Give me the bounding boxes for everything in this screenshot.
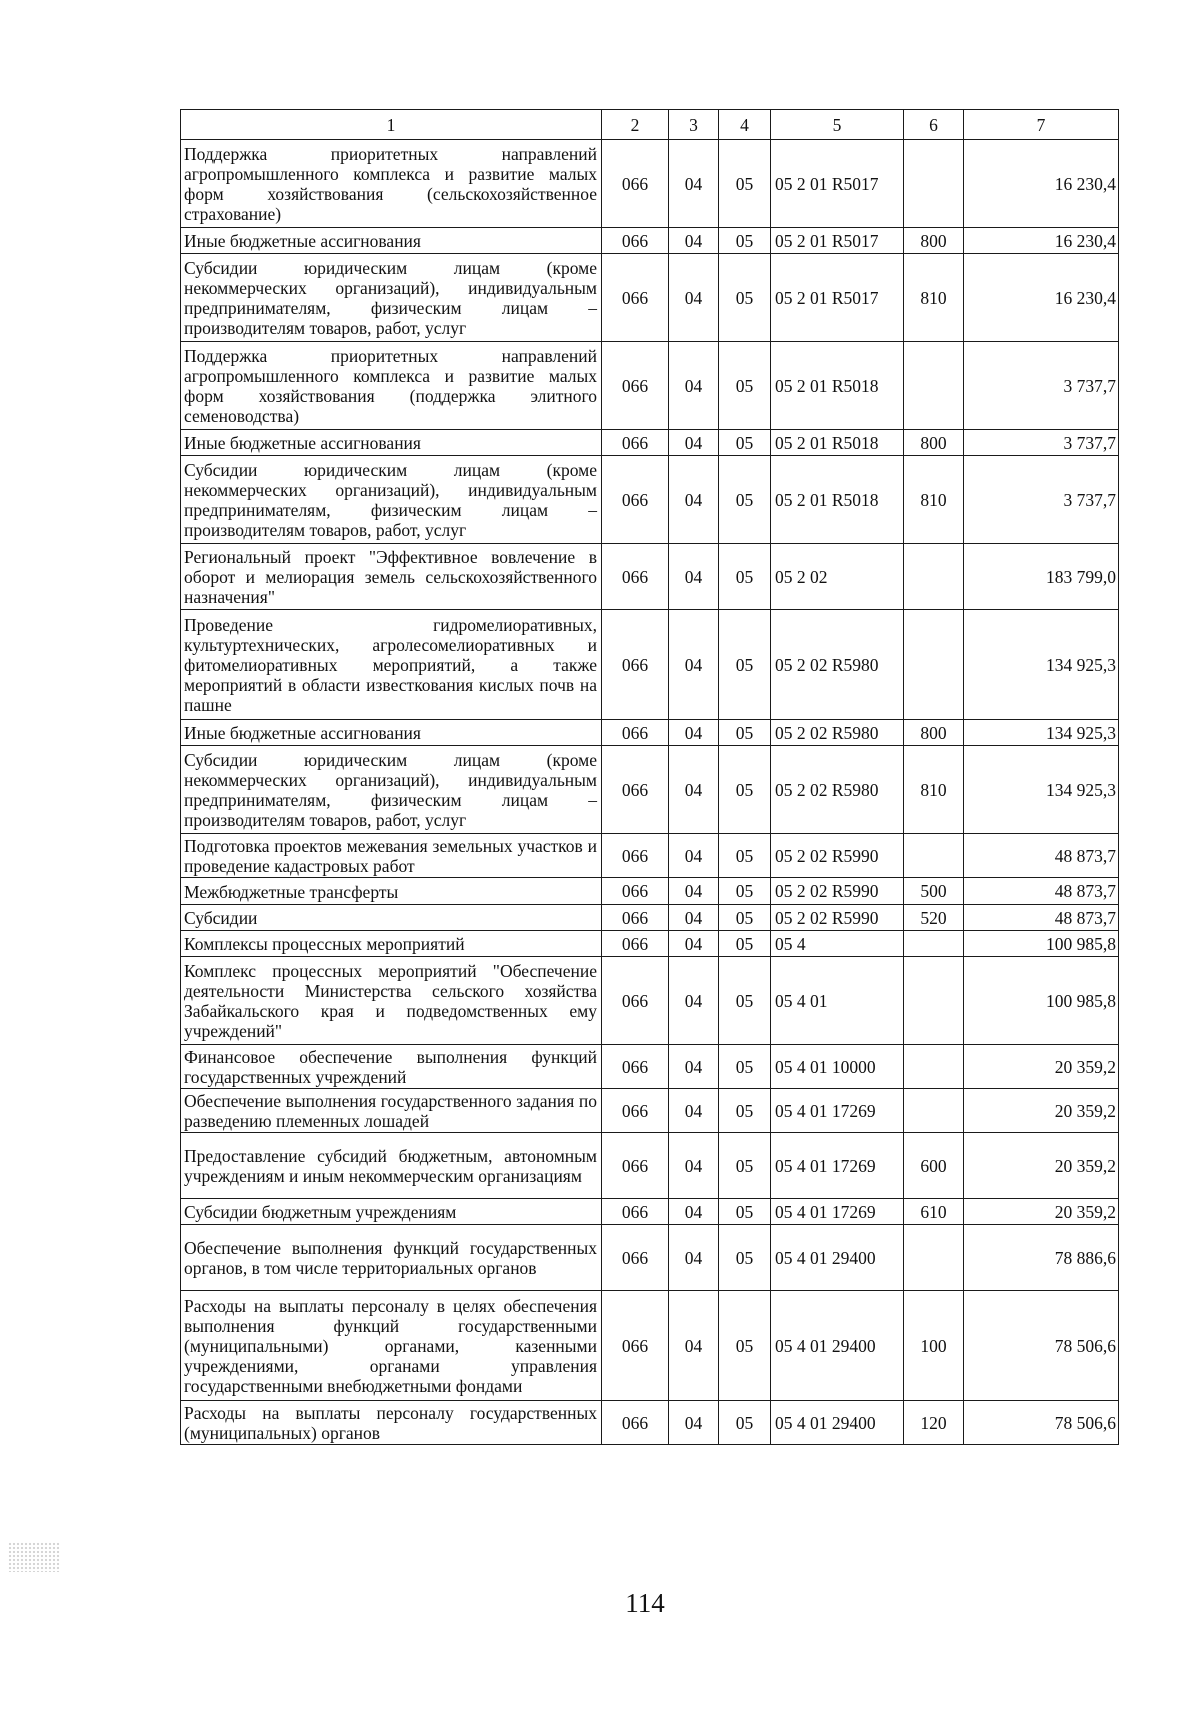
row-admin-code: 066 [602,140,669,228]
header-cell: 1 [181,110,602,140]
row-amount: 48 873,7 [964,905,1119,931]
row-name: Комплексы процессных мероприятий [181,931,602,957]
row-target-code: 05 4 01 [771,957,904,1045]
row-name: Обеспечение выполнения функций государственных органов, в том числе территориальных органов [181,1225,602,1291]
table-row [181,1401,1119,1445]
row-amount: 78 506,6 [964,1291,1119,1401]
row-admin-code: 066 [602,720,669,746]
row-target-code: 05 2 01 R5017 [771,140,904,228]
row-expense-type [904,1089,964,1133]
row-section: 04 [669,228,719,254]
table-row [181,720,1119,746]
row-target-code: 05 2 01 R5018 [771,430,904,456]
table-row [181,1133,1119,1199]
row-subsection: 05 [719,720,771,746]
row-admin-code: 066 [602,228,669,254]
row-section: 04 [669,544,719,610]
row-expense-type: 800 [904,720,964,746]
row-section: 04 [669,140,719,228]
row-section: 04 [669,610,719,720]
row-subsection: 05 [719,430,771,456]
row-amount: 3 737,7 [964,430,1119,456]
row-target-code: 05 4 01 29400 [771,1401,904,1445]
row-target-code: 05 2 01 R5018 [771,342,904,430]
row-expense-type: 800 [904,430,964,456]
row-name: Поддержка приоритетных направлений агропромышленного комплекса и развитие малых форм хозяйствования (поддержка элитного семеноводства) [181,342,602,430]
row-subsection: 05 [719,1133,771,1199]
row-admin-code: 066 [602,1225,669,1291]
row-section: 04 [669,931,719,957]
row-subsection: 05 [719,544,771,610]
row-target-code: 05 4 01 29400 [771,1225,904,1291]
row-subsection: 05 [719,1401,771,1445]
row-target-code: 05 4 01 29400 [771,1291,904,1401]
row-amount: 20 359,2 [964,1045,1119,1089]
row-admin-code: 066 [602,254,669,342]
row-admin-code: 066 [602,1045,669,1089]
row-name: Субсидии юридическим лицам (кроме некоммерческих организаций), индивидуальным предпринимателям, физическим лицам – производителям товаров, работ, услуг [181,456,602,544]
row-name: Финансовое обеспечение выполнения функций государственных учреждений [181,1045,602,1089]
row-name: Обеспечение выполнения государственного задания по разведению племенных лошадей [181,1089,602,1133]
row-section: 04 [669,957,719,1045]
row-target-code: 05 2 01 R5018 [771,456,904,544]
table-row [181,1045,1119,1089]
table-row [181,746,1119,834]
row-amount: 78 886,6 [964,1225,1119,1291]
row-name: Иные бюджетные ассигнования [181,720,602,746]
row-amount: 48 873,7 [964,878,1119,905]
row-expense-type: 810 [904,746,964,834]
row-section: 04 [669,1045,719,1089]
row-expense-type [904,834,964,878]
row-admin-code: 066 [602,878,669,905]
row-amount: 16 230,4 [964,228,1119,254]
table-row [181,1199,1119,1225]
table-row [181,140,1119,228]
row-amount: 100 985,8 [964,931,1119,957]
row-expense-type [904,957,964,1045]
table-row [181,228,1119,254]
row-admin-code: 066 [602,931,669,957]
row-target-code: 05 4 [771,931,904,957]
table-row [181,430,1119,456]
row-admin-code: 066 [602,1089,669,1133]
row-admin-code: 066 [602,610,669,720]
table-row [181,931,1119,957]
row-name: Комплекс процессных мероприятий "Обеспечение деятельности Министерства сельского хозяйства Забайкальского края и подведомственных ему учреждений" [181,957,602,1045]
row-subsection: 05 [719,1225,771,1291]
row-amount: 20 359,2 [964,1133,1119,1199]
row-section: 04 [669,1291,719,1401]
row-name: Иные бюджетные ассигнования [181,228,602,254]
row-section: 04 [669,254,719,342]
table-body [181,140,1119,1445]
row-admin-code: 066 [602,1291,669,1401]
header-cell: 5 [771,110,904,140]
row-section: 04 [669,1133,719,1199]
row-name: Субсидии бюджетным учреждениям [181,1199,602,1225]
row-admin-code: 066 [602,342,669,430]
row-amount: 16 230,4 [964,140,1119,228]
row-admin-code: 066 [602,834,669,878]
row-subsection: 05 [719,1199,771,1225]
header-cell: 3 [669,110,719,140]
row-target-code: 05 2 02 R5990 [771,905,904,931]
table-row [181,1225,1119,1291]
row-admin-code: 066 [602,957,669,1045]
row-subsection: 05 [719,140,771,228]
row-name: Предоставление субсидий бюджетным, автономным учреждениям и иным некоммерческим организациям [181,1133,602,1199]
row-expense-type: 600 [904,1133,964,1199]
budget-table [180,109,1119,1445]
row-section: 04 [669,342,719,430]
row-expense-type: 520 [904,905,964,931]
row-target-code: 05 2 02 R5980 [771,746,904,834]
row-section: 04 [669,878,719,905]
table-row [181,254,1119,342]
scan-noise [8,1542,60,1572]
row-amount: 3 737,7 [964,456,1119,544]
row-target-code: 05 2 02 [771,544,904,610]
row-admin-code: 066 [602,905,669,931]
row-expense-type [904,610,964,720]
header-cell: 6 [904,110,964,140]
row-subsection: 05 [719,1291,771,1401]
table-row [181,834,1119,878]
row-admin-code: 066 [602,456,669,544]
row-section: 04 [669,834,719,878]
row-target-code: 05 2 02 R5990 [771,834,904,878]
row-expense-type: 120 [904,1401,964,1445]
row-subsection: 05 [719,905,771,931]
row-target-code: 05 4 01 10000 [771,1045,904,1089]
row-expense-type [904,931,964,957]
row-admin-code: 066 [602,1199,669,1225]
row-subsection: 05 [719,1045,771,1089]
row-target-code: 05 4 01 17269 [771,1199,904,1225]
row-target-code: 05 4 01 17269 [771,1133,904,1199]
row-target-code: 05 2 02 R5980 [771,720,904,746]
row-subsection: 05 [719,254,771,342]
row-subsection: 05 [719,456,771,544]
row-subsection: 05 [719,342,771,430]
row-name: Региональный проект "Эффективное вовлечение в оборот и мелиорация земель сельскохозяйственного назначения" [181,544,602,610]
row-subsection: 05 [719,228,771,254]
row-amount: 78 506,6 [964,1401,1119,1445]
row-expense-type [904,544,964,610]
row-amount: 48 873,7 [964,834,1119,878]
header-cell: 7 [964,110,1119,140]
row-target-code: 05 4 01 17269 [771,1089,904,1133]
row-subsection: 05 [719,746,771,834]
row-name: Субсидии юридическим лицам (кроме некоммерческих организаций), индивидуальным предпринимателям, физическим лицам – производителям товаров, работ, услуг [181,746,602,834]
row-admin-code: 066 [602,746,669,834]
row-admin-code: 066 [602,544,669,610]
row-section: 04 [669,456,719,544]
table-row [181,1291,1119,1401]
row-target-code: 05 2 01 R5017 [771,228,904,254]
table-row [181,456,1119,544]
row-section: 04 [669,430,719,456]
row-subsection: 05 [719,1089,771,1133]
row-expense-type [904,140,964,228]
row-admin-code: 066 [602,1401,669,1445]
row-expense-type [904,1045,964,1089]
row-section: 04 [669,905,719,931]
row-expense-type: 810 [904,456,964,544]
row-name: Расходы на выплаты персоналу в целях обеспечения выполнения функций государственными (муниципальными) органами, казенными учреждениями, органами управления государственными внебюджетными фондами [181,1291,602,1401]
row-name: Проведение гидромелиоративных, культуртехнических, агролесомелиоративных и фитомелиоративных мероприятий, а также мероприятий в области известкования кислых почв на пашне [181,610,602,720]
header-row [181,110,1119,140]
header-cell: 2 [602,110,669,140]
row-section: 04 [669,1089,719,1133]
row-subsection: 05 [719,878,771,905]
row-amount: 183 799,0 [964,544,1119,610]
table-row [181,957,1119,1045]
row-amount: 134 925,3 [964,746,1119,834]
row-target-code: 05 2 02 R5980 [771,610,904,720]
row-target-code: 05 2 02 R5990 [771,878,904,905]
row-name: Межбюджетные трансферты [181,878,602,905]
row-admin-code: 066 [602,1133,669,1199]
table-row [181,610,1119,720]
row-section: 04 [669,1401,719,1445]
row-subsection: 05 [719,834,771,878]
table-row [181,905,1119,931]
row-name: Поддержка приоритетных направлений агропромышленного комплекса и развитие малых форм хозяйствования (сельскохозяйственное страхование) [181,140,602,228]
page-number: 114 [625,1588,665,1618]
row-name: Субсидии юридическим лицам (кроме некоммерческих организаций), индивидуальным предпринимателям, физическим лицам – производителям товаров, работ, услуг [181,254,602,342]
row-name: Иные бюджетные ассигнования [181,430,602,456]
header-cell: 4 [719,110,771,140]
row-section: 04 [669,1225,719,1291]
row-amount: 20 359,2 [964,1199,1119,1225]
table-row [181,1089,1119,1133]
row-expense-type: 800 [904,228,964,254]
row-expense-type: 610 [904,1199,964,1225]
row-amount: 3 737,7 [964,342,1119,430]
row-subsection: 05 [719,957,771,1045]
row-subsection: 05 [719,931,771,957]
row-expense-type: 500 [904,878,964,905]
table-row [181,544,1119,610]
row-name: Подготовка проектов межевания земельных участков и проведение кадастровых работ [181,834,602,878]
row-section: 04 [669,720,719,746]
row-section: 04 [669,1199,719,1225]
row-expense-type: 100 [904,1291,964,1401]
table-row [181,342,1119,430]
row-amount: 20 359,2 [964,1089,1119,1133]
row-expense-type [904,342,964,430]
row-expense-type: 810 [904,254,964,342]
row-amount: 134 925,3 [964,720,1119,746]
row-admin-code: 066 [602,430,669,456]
row-amount: 134 925,3 [964,610,1119,720]
row-subsection: 05 [719,610,771,720]
row-name: Расходы на выплаты персоналу государственных (муниципальных) органов [181,1401,602,1445]
row-amount: 16 230,4 [964,254,1119,342]
row-name: Субсидии [181,905,602,931]
table-row [181,878,1119,905]
row-section: 04 [669,746,719,834]
row-expense-type [904,1225,964,1291]
row-amount: 100 985,8 [964,957,1119,1045]
row-target-code: 05 2 01 R5017 [771,254,904,342]
